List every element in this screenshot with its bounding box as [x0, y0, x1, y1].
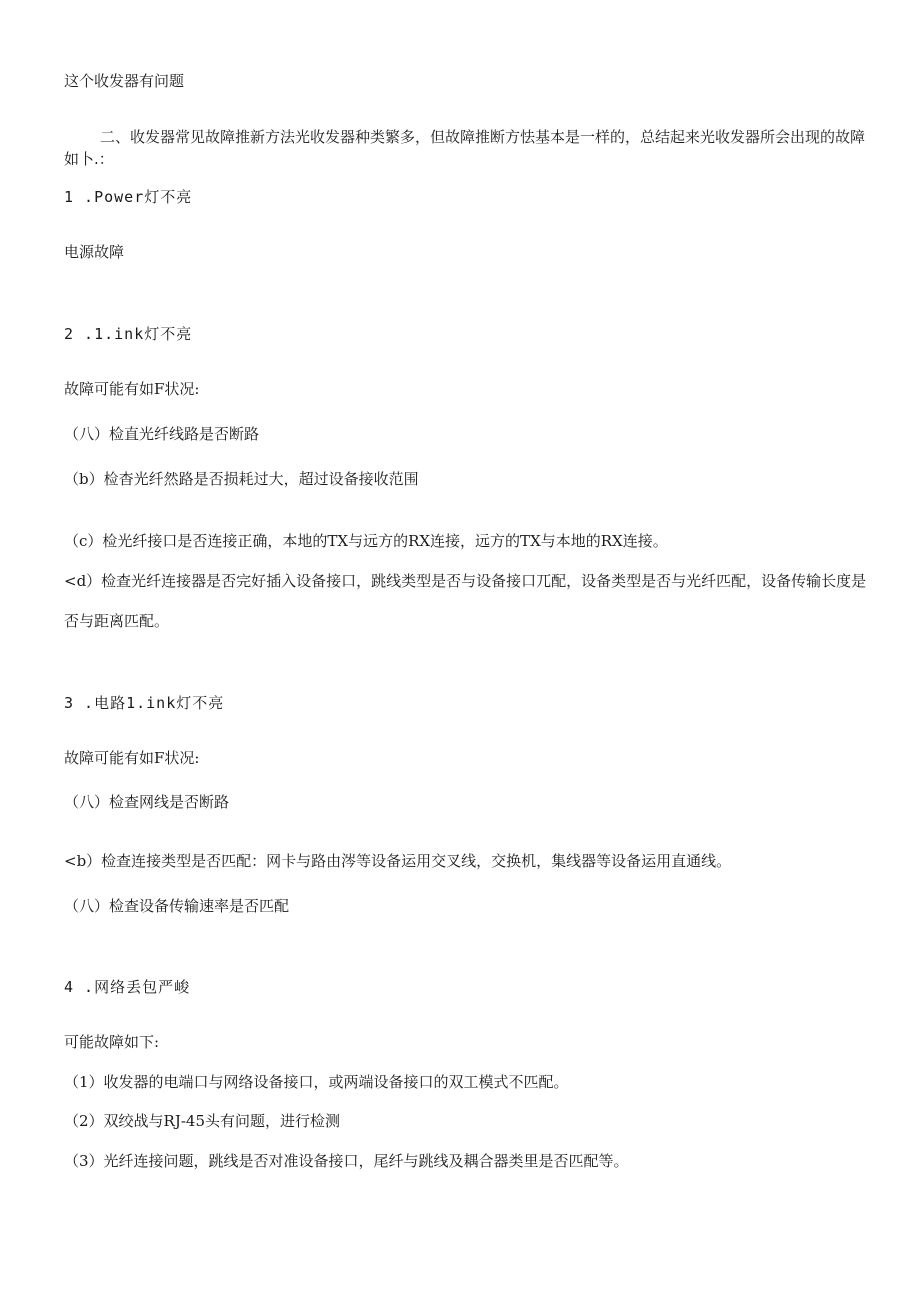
section-2-lead: 故障可能有如F状况: — [64, 380, 200, 398]
section-3-item-c: （八）检查设备传输速率是否匹配 — [64, 897, 290, 915]
section-2-heading: 2 .1.ink灯不亮 — [64, 325, 193, 343]
section-1-body: 电源故障 — [64, 243, 125, 261]
section-4-item-2: （2）双绞战与RJ-45头有问题，进行检测 — [64, 1112, 341, 1130]
section-4-heading: 4 .网络丢包严峻 — [64, 978, 191, 996]
section-2-item-a: （八）检直光纤线路是否断路 — [64, 425, 260, 443]
doc-title: 这个收发器有问题 — [64, 72, 185, 90]
section-3-lead: 故障可能有如F状况: — [64, 749, 200, 767]
section-2-item-c: （c）检光纤接口是否连接正确，本地的TX与远方的RX连接，远方的TX与本地的RX连接。 — [64, 532, 668, 550]
section-3-heading: 3 .电路1.ink灯不亮 — [64, 694, 225, 712]
intro-paragraph: 二、收发器常见故障推新方法光收发器种类繁多，但故障推断方怯基本是一样的，总结起来光收发器所会出现的故障如卜.： — [64, 128, 866, 168]
section-2-item-b: （b）检杳光纤然路是否损耗过大，超过设备接收范围 — [64, 470, 419, 488]
section-2-item-d: <d）检查光纤连接器是否完好插入设备接口，跳线类型是否与设备接口兀配，设备类型是否与光纤匹配，设备传输长度是否与距离匹配。 — [64, 572, 867, 630]
section-4-item-1: （1）收发器的电端口与网络设备接口，或两端设备接口的双工模式不匹配。 — [64, 1073, 569, 1091]
section-3-item-b: <b）检查连接类型是否匹配：网卡与路由涔等设备运用交叉线，交换机，集线器等设备运用直通线。 — [64, 852, 732, 870]
section-1-heading: 1 .Power灯不亮 — [64, 188, 193, 206]
section-3-item-a: （八）检查网线是否断路 — [64, 793, 230, 811]
section-4-lead: 可能故障如下: — [64, 1033, 160, 1051]
section-4-item-3: （3）光纤连接问题，跳线是否对准设备接口，尾纤与跳线及耦合器类里是否匹配等。 — [64, 1152, 629, 1170]
